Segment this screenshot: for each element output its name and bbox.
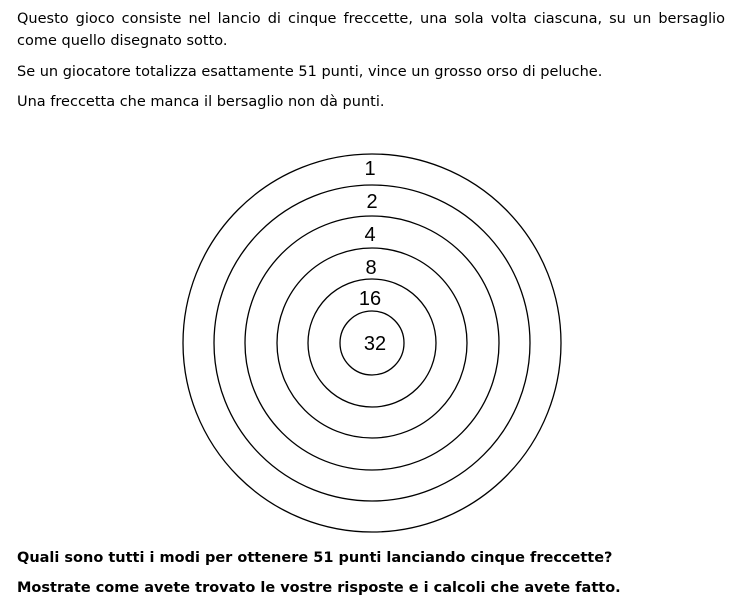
question-2: Mostrate come avete trovato le vostre risposte e i calcoli che avete fatto. [17,580,621,596]
ring-score-8: 8 [365,257,377,279]
intro-paragraph-1: Questo gioco consiste nel lancio di cinque freccette, una sola volta ciascuna, su un bersaglio come quello disegnato sotto. [17,11,725,49]
ring-score-2: 2 [366,191,378,213]
intro-paragraph-2: Se un giocatore totalizza esattamente 51 punti, vince un grosso orso di peluche. [17,64,603,80]
question-1: Quali sono tutti i modi per ottenere 51 punti lanciando cinque freccette? [17,550,613,566]
ring-score-1: 1 [364,158,376,180]
intro-paragraph-3: Una freccetta che manca il bersaglio non dà punti. [17,94,385,110]
ring-score-32: 32 [363,333,387,355]
ring-score-4: 4 [364,224,376,246]
ring-score-16: 16 [358,288,382,310]
